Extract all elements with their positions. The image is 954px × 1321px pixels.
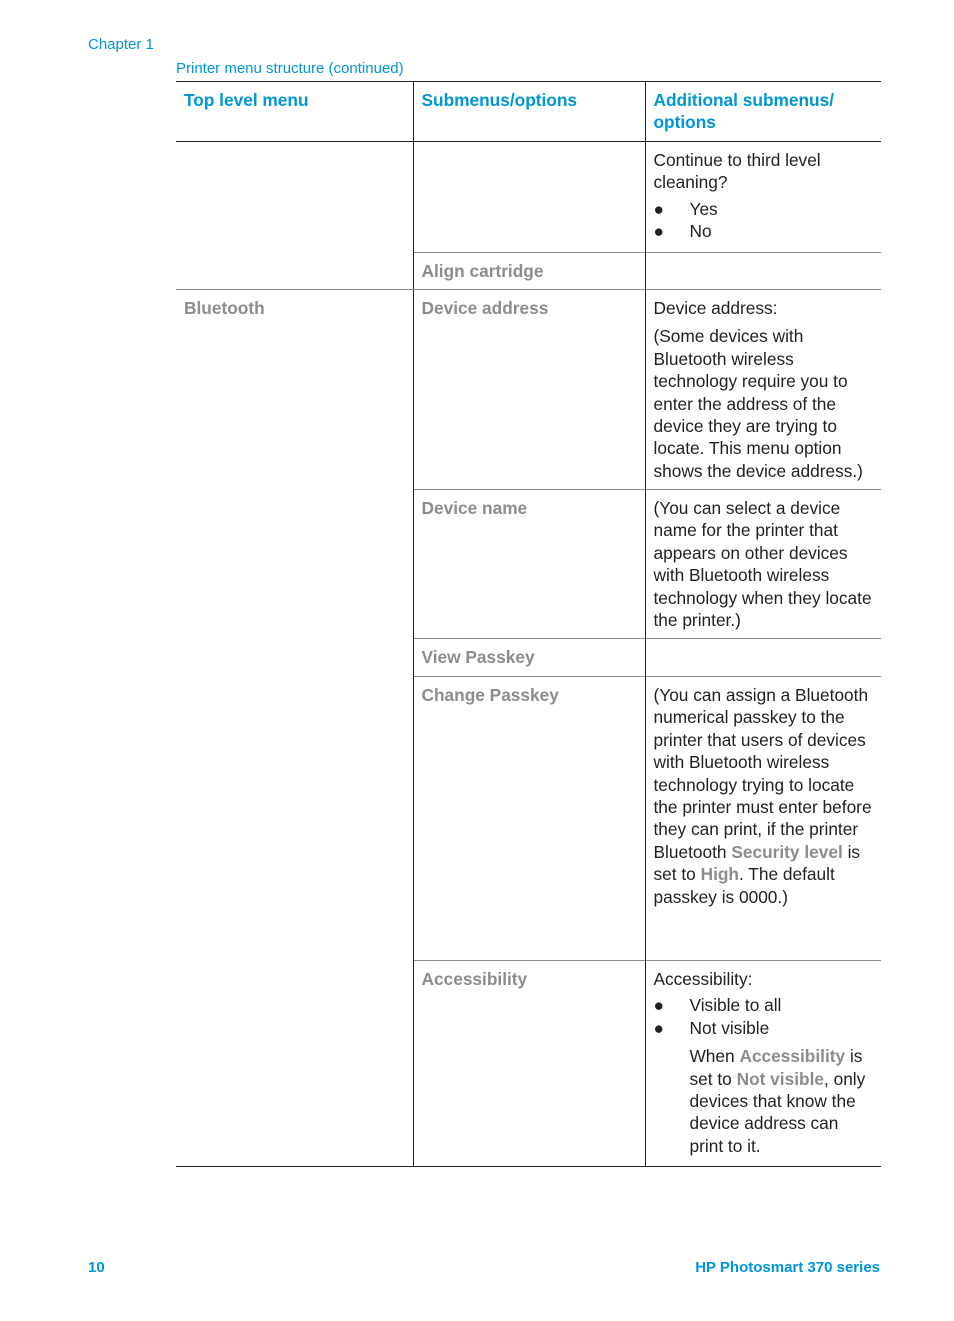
- chapter-label: Chapter 1: [88, 36, 154, 53]
- column-header-submenus: Submenus/options: [413, 82, 645, 142]
- top-level-bluetooth: Bluetooth: [176, 290, 413, 1167]
- device-address-desc: (Some devices with Bluetooth wireless technology require you to enter the address of the device they are trying to locate. This menu option shows the device address.): [653, 326, 863, 481]
- top-level-cell-empty: [176, 142, 413, 290]
- submenu-change-passkey: Change Passkey: [413, 677, 645, 961]
- submenu-cell-empty: [413, 142, 645, 253]
- column-header-top-level: Top level menu: [176, 82, 413, 142]
- list-item: ● Not visible: [653, 1017, 770, 1038]
- bullet-icon: ●: [653, 1017, 664, 1038]
- term-accessibility: Accessibility: [739, 1046, 846, 1067]
- device-name-desc: (You can select a device name for the printer that appears on other devices with Bluetooth wireless technology when they locate the printer.): [645, 490, 881, 639]
- bullet-icon: ●: [653, 221, 664, 242]
- list-item: ● Visible to all: [653, 995, 782, 1016]
- printer-menu-table: [176, 81, 881, 1167]
- list-item: ● No: [653, 221, 712, 242]
- cleaning-prompt: Continue to third level cleaning?: [653, 150, 821, 193]
- cleaning-options-list: [654, 198, 876, 243]
- accessibility-options-list: [654, 994, 876, 1039]
- submenu-align-cartridge: Align cartridge: [413, 253, 645, 290]
- page-number: 10: [88, 1259, 105, 1276]
- submenu-device-address: Device address: [413, 290, 645, 490]
- additional-cell-empty: [645, 639, 881, 677]
- bullet-icon: ●: [653, 198, 664, 219]
- device-address-cell: [645, 290, 881, 490]
- list-item: ● Yes: [653, 198, 718, 219]
- accessibility-label: Accessibility:: [653, 969, 753, 989]
- table-caption: Printer menu structure (continued): [176, 60, 404, 77]
- additional-cell-empty: [645, 253, 881, 290]
- term-security-level: Security level: [731, 841, 843, 862]
- change-passkey-desc: (You can assign a Bluetooth numerical passkey to the printer that users of devices with Bluetooth wireless technology trying to locate the printer must enter before they can print, if the printer Bluetooth Security level is set to High. The default passkey is 0000.): [645, 677, 881, 961]
- table-row: [176, 142, 881, 253]
- accessibility-note: When Accessibility is set to Not visible, only devices that know the device address can print to it.: [689, 1046, 866, 1156]
- submenu-device-name: Device name: [413, 490, 645, 639]
- table-row: [176, 290, 881, 490]
- product-name: HP Photosmart 370 series: [695, 1259, 880, 1276]
- submenu-view-passkey: View Passkey: [413, 639, 645, 677]
- table-header-row: [176, 82, 881, 142]
- bullet-icon: ●: [653, 995, 664, 1016]
- accessibility-cell: [645, 961, 881, 1167]
- cleaning-options-cell: [645, 142, 881, 253]
- term-not-visible: Not visible: [736, 1068, 824, 1089]
- submenu-accessibility: Accessibility: [413, 961, 645, 1167]
- device-address-label: Device address:: [653, 298, 778, 318]
- term-high: High: [700, 864, 739, 885]
- column-header-additional: Additional submenus/ options: [645, 82, 881, 142]
